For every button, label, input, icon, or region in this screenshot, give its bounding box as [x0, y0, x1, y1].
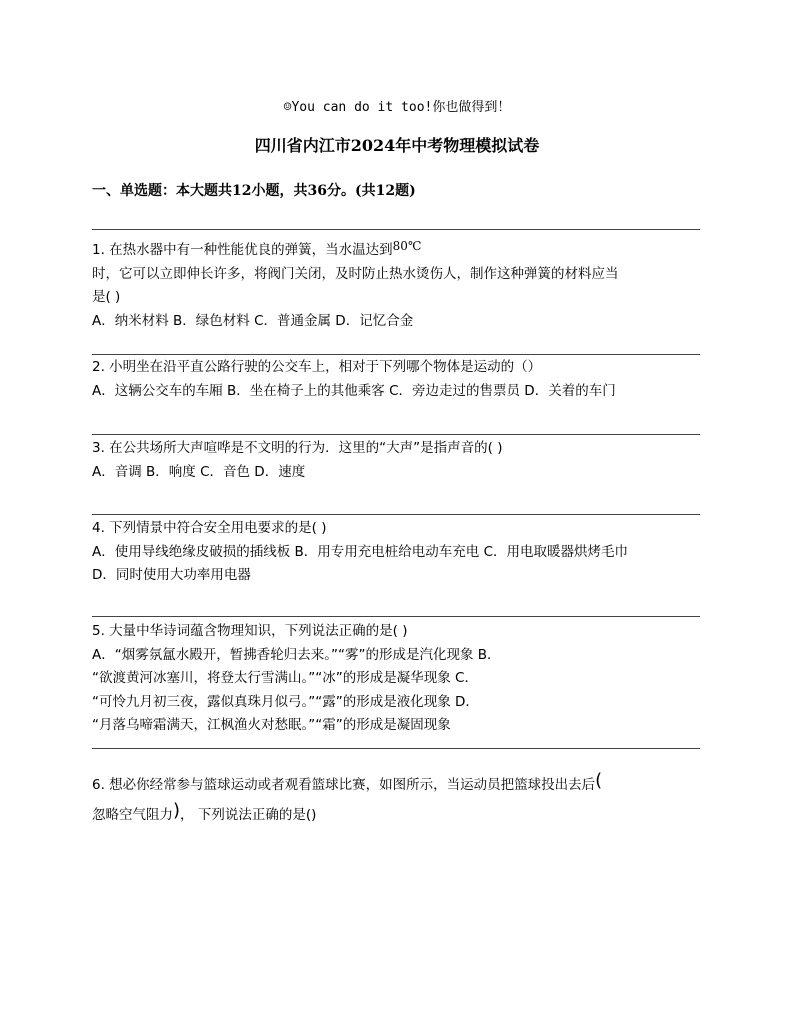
page-title: 四川省内江市2024年中考物理模拟试卷	[254, 136, 540, 155]
question-1-line-3: 是( )	[92, 289, 121, 305]
question-3-stem: 3. 在公共场所大声喧哗是不文明的行为．这里的“大声”是指声音的( )	[92, 440, 503, 456]
question-4-options-line-2: D．同时使用大功率用电器	[92, 567, 251, 583]
question-divider	[92, 748, 700, 749]
question-5-line-5: “月落乌啼霜满天，江枫渔火对愁眠。”“霜”的形成是凝固现象	[92, 717, 451, 733]
question-6-line-2-tail: ， 下列说法正确的是()	[180, 807, 317, 823]
question-2-stem: 2. 小明坐在沿平直公路行驶的公交车上，相对于下列哪个物体是运动的（）	[92, 359, 542, 375]
question-4	[92, 517, 704, 588]
question-6	[92, 768, 704, 828]
question-divider	[92, 514, 700, 515]
close-parenthesis: )	[173, 800, 181, 821]
question-5-line-4: “可怜九月初三夜，露似真珠月似弓。”“露”的形成是液化现象 D．	[92, 693, 479, 710]
open-parenthesis: (	[595, 770, 603, 791]
question-divider	[92, 229, 700, 230]
question-4-stem: 4. 下列情景中符合安全用电要求的是( )	[92, 520, 327, 536]
question-3	[92, 437, 704, 484]
temperature-value: 80℃	[392, 239, 422, 253]
question-5-line-3: “欲渡黄河冰塞川，将登太行雪满山。”“冰”的形成是凝华现象 C．	[92, 670, 478, 686]
question-1-stem: 1. 在热水器中有一种性能优良的弹簧，当水温达到	[92, 242, 393, 258]
question-5-stem: 5. 大量中华诗词蕴含物理知识，下列说法正确的是( )	[92, 623, 408, 639]
question-5-line-2: A．“烟雾氛氲水殿开，暂拂香轮归去来。”“雾”的形成是汽化现象 B．	[92, 646, 501, 663]
question-1	[92, 235, 704, 333]
question-1-options: A．纳米材料 B．绿色材料 C．普通金属 D．记忆合金	[92, 312, 414, 329]
question-5	[92, 620, 704, 738]
question-divider	[92, 434, 700, 435]
question-6-stem: 6. 想必你经常参与篮球运动或者观看篮球比赛，如图所示，当运动员把篮球投出去后	[92, 777, 596, 793]
question-2-options: A．这辆公交车的车厢 B．坐在椅子上的其他乘客 C．旁边走过的售票员 D．关着的车门	[92, 382, 616, 399]
page-header: ☺You can do it too!你也做得到！	[283, 100, 511, 115]
question-1-line-2: 时，它可以立即伸长许多，将阀门关闭，及时防止热水烫伤人，制作这种弹簧的材料应当	[92, 265, 619, 282]
question-4-options-line-1: A．使用导线绝缘皮破损的插线板 B．用专用充电桩给电动车充电 C．用电取暖器烘烤毛巾	[92, 543, 629, 560]
question-divider	[92, 354, 700, 355]
section-heading: 一、单选题：本大题共12小题，共36分。(共12题)	[92, 183, 416, 199]
question-divider	[92, 616, 700, 617]
question-6-line-2: 忽略空气阻力	[92, 807, 173, 823]
question-3-options: A．音调 B．响度 C．音色 D．速度	[92, 463, 306, 480]
question-2	[92, 356, 704, 403]
